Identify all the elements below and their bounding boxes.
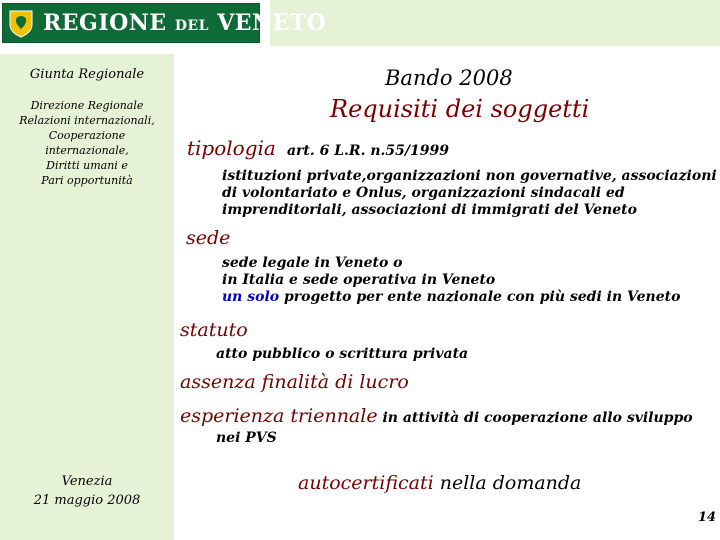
un-solo-highlight: un solo	[222, 289, 280, 305]
logo-region: VENETO	[217, 10, 327, 36]
esperienza-line-2: nei PVS	[216, 430, 277, 446]
direzione-block	[8, 98, 166, 188]
tipologia-line: di volontariato e Onlus, organizzazioni sindacali ed	[222, 185, 625, 201]
bando-title: Bando 2008	[385, 66, 513, 90]
sede-line-3	[222, 289, 680, 306]
tipologia-heading: tipologia	[187, 136, 276, 160]
direzione-line: Diritti umani e	[46, 159, 128, 172]
direzione-line: Relazioni internazionali,	[19, 114, 155, 127]
direzione-line: Pari opportunità	[41, 174, 133, 187]
tipologia-line: istituzioni private,organizzazioni non governative, associazioni	[222, 168, 717, 184]
tipologia-list	[222, 168, 717, 219]
statuto-heading: statuto	[180, 319, 248, 341]
sede-block	[222, 255, 680, 306]
autocert-heading: autocertificati	[298, 472, 434, 494]
header-band	[270, 0, 720, 46]
esperienza-rest: in attività di cooperazione allo sviluppo	[377, 410, 693, 426]
assenza-lucro: assenza finalità di lucro	[180, 371, 409, 393]
page-title: Requisiti dei soggetti	[330, 95, 590, 123]
esperienza-heading: esperienza triennale	[180, 405, 378, 427]
tipologia-row	[187, 136, 449, 160]
date: 21 maggio 2008	[33, 493, 141, 508]
sede-heading: sede	[186, 227, 231, 249]
tipologia-ref: art. 6 L.R. n.55/1999	[286, 143, 449, 159]
page-number: 14	[698, 510, 717, 525]
direzione-line: Direzione Regionale	[30, 99, 144, 112]
lion-crest-icon	[8, 9, 34, 39]
sede-line: in Italia e sede operativa in Veneto	[222, 272, 496, 288]
logo-wordmark	[43, 10, 326, 36]
autocert-row	[298, 472, 581, 494]
logo-del: DEL	[174, 18, 210, 34]
autocert-rest: nella domanda	[433, 472, 582, 494]
statuto-line: atto pubblico o scrittura privata	[216, 346, 469, 362]
tipologia-line: imprenditoriali, associazioni di immigrati del Veneto	[222, 202, 637, 218]
logo-title: REGIONE	[43, 10, 167, 36]
place: Venezia	[61, 474, 113, 489]
sede-line-3-rest: progetto per ente nazionale con più sedi in Veneto	[279, 289, 681, 305]
giunta-label: Giunta Regionale	[29, 67, 145, 82]
sede-line: sede legale in Veneto o	[222, 255, 403, 271]
direzione-line: Cooperazione internazionale,	[45, 129, 129, 157]
esperienza-row	[180, 405, 693, 427]
regione-veneto-logo	[2, 3, 327, 43]
place-date	[10, 472, 164, 510]
